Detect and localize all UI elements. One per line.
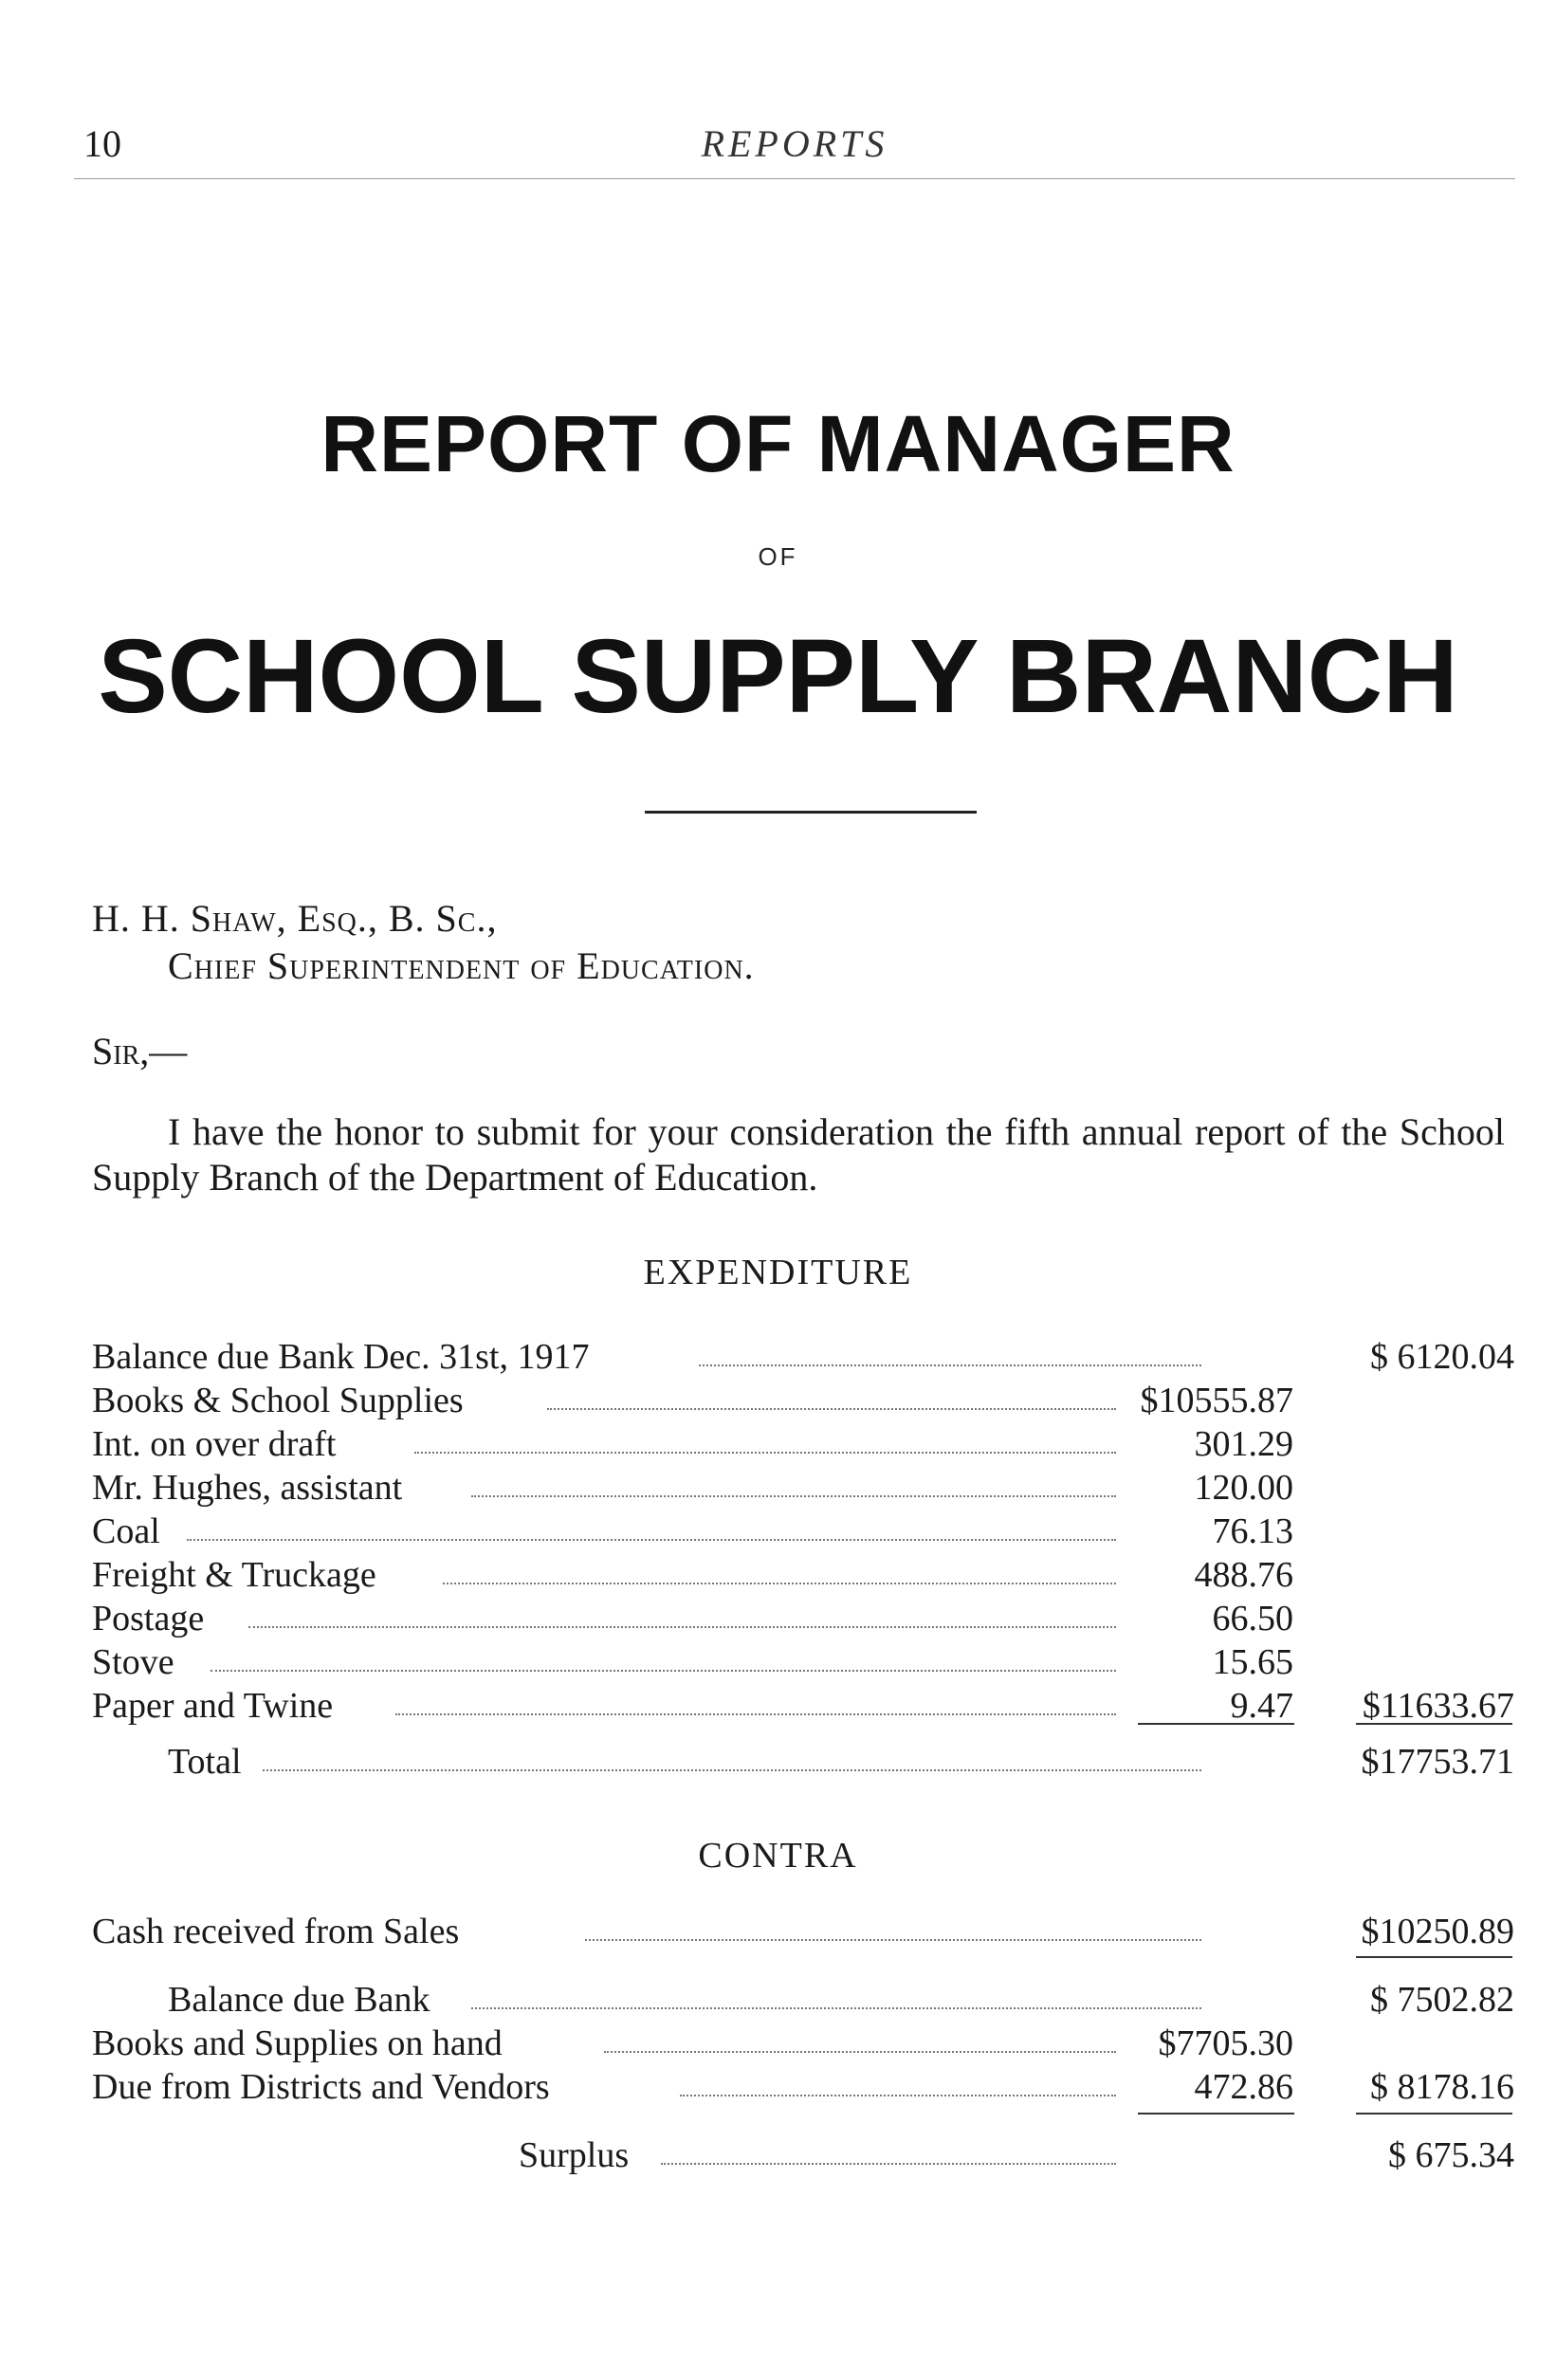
- row-amount: 66.50: [1212, 1599, 1293, 1639]
- row-label: Cash received from Sales: [92, 1910, 465, 1953]
- leader-dots: [699, 1364, 1201, 1366]
- expenditure-row: [92, 1379, 1514, 1422]
- row-amount: 9.47: [1230, 1686, 1293, 1726]
- row-label: Mr. Hughes, assistant: [92, 1466, 408, 1510]
- row-label: Freight & Truckage: [92, 1553, 382, 1597]
- salutation: Sir,—: [92, 1030, 188, 1072]
- page-number: 10: [83, 122, 121, 165]
- page-header: [74, 121, 1515, 179]
- surplus-row: [92, 2133, 1514, 2177]
- row-amount: 15.65: [1212, 1642, 1293, 1682]
- expenditure-row: [92, 1553, 1514, 1597]
- surplus-value: $ 675.34: [1388, 2135, 1514, 2175]
- leader-dots: [414, 1452, 1116, 1454]
- subtotal-rule: [1138, 1723, 1294, 1725]
- row-amount: $10555.87: [1140, 1381, 1293, 1420]
- row-label: Int. on over draft: [92, 1422, 341, 1466]
- running-head: REPORTS: [701, 122, 888, 165]
- report-title: REPORT OF MANAGER: [320, 399, 1236, 488]
- subtotal-rule: [1356, 2113, 1512, 2115]
- leader-dots: [263, 1769, 1201, 1771]
- addressee-name: H. H. Shaw, Esq., B. Sc.,: [92, 897, 498, 940]
- row-total: $ 8178.16: [1370, 2067, 1514, 2107]
- subtotal-rule: [1356, 1956, 1512, 1958]
- row-amount: 488.76: [1194, 1555, 1293, 1595]
- row-amount: 301.29: [1194, 1424, 1293, 1464]
- surplus-label: Surplus: [519, 2133, 634, 2177]
- row-label: Postage: [92, 1597, 210, 1640]
- row-label: Stove: [92, 1640, 180, 1684]
- row-total: $ 6120.04: [1370, 1337, 1514, 1377]
- contra-row: [92, 2022, 1514, 2065]
- leader-dots: [471, 2007, 1201, 2009]
- row-amount: 472.86: [1194, 2067, 1293, 2107]
- contra-row: [92, 1910, 1514, 1953]
- branch-title: SCHOOL SUPPLY BRANCH: [98, 618, 1458, 735]
- leader-dots: [661, 2163, 1116, 2165]
- expenditure-row: [92, 1640, 1514, 1684]
- contra-heading: CONTRA: [698, 1836, 858, 1876]
- leader-dots: [547, 1408, 1116, 1410]
- expenditure-row: [92, 1335, 1514, 1379]
- row-label: Books and Supplies on hand: [92, 2022, 508, 2065]
- leader-dots: [187, 1539, 1116, 1541]
- expenditure-row: [92, 1422, 1514, 1466]
- leader-dots: [211, 1670, 1116, 1672]
- row-amount: 76.13: [1212, 1511, 1293, 1551]
- total-label: Total: [168, 1740, 247, 1784]
- row-amount: 120.00: [1194, 1468, 1293, 1508]
- row-label: Paper and Twine: [92, 1684, 339, 1728]
- title-of: OF: [758, 542, 798, 571]
- expenditure-row: [92, 1466, 1514, 1510]
- leader-dots: [680, 2095, 1116, 2096]
- subtotal-rule: [1138, 2113, 1294, 2115]
- row-label: Due from Districts and Vendors: [92, 2065, 556, 2109]
- total-row: [92, 1740, 1514, 1784]
- row-label: Balance due Bank: [168, 1978, 435, 2022]
- leader-dots: [585, 1939, 1201, 1941]
- addressee-title: Chief Superintendent of Education.: [168, 944, 755, 987]
- leader-dots: [443, 1583, 1116, 1584]
- row-label: Coal: [92, 1510, 166, 1553]
- expenditure-heading: EXPENDITURE: [643, 1253, 913, 1292]
- row-total: $10250.89: [1361, 1912, 1514, 1951]
- expenditure-row: [92, 1684, 1514, 1728]
- leader-dots: [395, 1713, 1116, 1715]
- contra-row: [92, 1978, 1514, 2022]
- row-total: $ 7502.82: [1370, 1980, 1514, 2020]
- intro-paragraph: I have the honor to submit for your consideration the fifth annual report of the School Supply Branch of the Department of Education.: [92, 1110, 1505, 1199]
- leader-dots: [604, 2051, 1116, 2053]
- row-label: Books & School Supplies: [92, 1379, 469, 1422]
- row-label: Balance due Bank Dec. 31st, 1917: [92, 1335, 595, 1379]
- expenditure-row: [92, 1510, 1514, 1553]
- row-total: $11633.67: [1362, 1686, 1514, 1726]
- expenditure-row: [92, 1597, 1514, 1640]
- leader-dots: [471, 1495, 1116, 1497]
- subtotal-rule: [1356, 1723, 1512, 1725]
- row-amount: $7705.30: [1158, 2023, 1293, 2063]
- contra-row: [92, 2065, 1514, 2109]
- total-value: $17753.71: [1361, 1742, 1514, 1782]
- title-rule: [645, 811, 977, 814]
- leader-dots: [248, 1626, 1116, 1628]
